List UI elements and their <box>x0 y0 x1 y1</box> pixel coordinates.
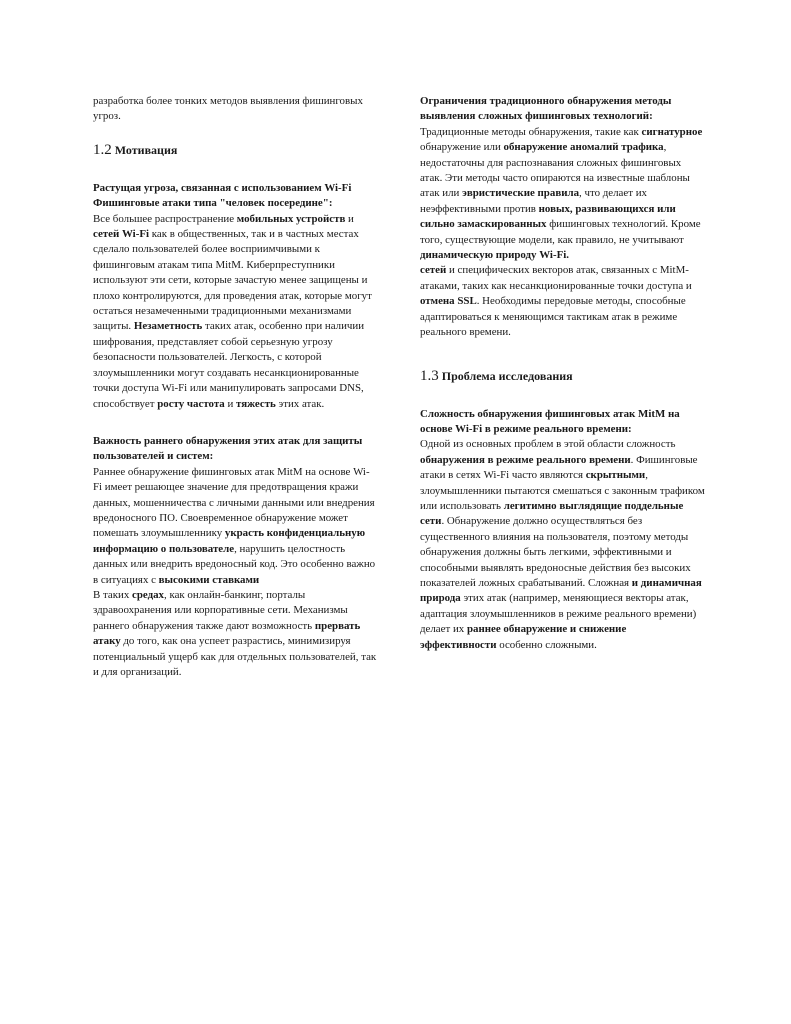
section-title: Мотивация <box>114 142 178 157</box>
subheading-traditional-limits: Ограничения традиционного обнаружения методы выявления сложных фишинговых технологий: <box>420 95 672 123</box>
paragraph-early-detection: Раннее обнаружение фишинговых атак MitM на основе Wi-Fi имеет решающее значение для предотвращения кражи данных, мошенничества с личными данными или внедрения вредоносного ПО. Своевременное обнаружение может помешать злоумышленнику украсть конфиденциальную информацию о пользователе, нарушить целостность данных или внедрить вредоносный код. Это особенно важно в ситуациях с высокими ставками В таких средах, как онлайн-банкинг, порталы здравоохранения или корпоративные сети. Механизмы раннего обнаружения также дают возможность прервать атаку до того, как она успеет разрастись, минимизируя потенциальный ущерб как для отдельных пользователей, так и для организаций. <box>93 465 377 678</box>
section-title: Проблема исследования <box>441 368 573 383</box>
section-1-3-heading <box>420 367 705 385</box>
section-number: 1.3 <box>420 367 439 384</box>
subheading-growing-threat: Растущая угроза, связанная с использованием Wi-Fi Фишинговые атаки типа "человек посередине": <box>93 181 352 210</box>
section-1-2-heading <box>93 141 378 159</box>
section-number: 1.2 <box>93 141 112 158</box>
subheading-realtime-difficulty: Сложность обнаружения фишинговых атак MitM на основе Wi-Fi в режиме реального времени: <box>420 407 680 435</box>
paragraph-growing-threat: Все большее распространение мобильных устройств и сетей Wi-Fi как в общественных, так и в частных местах сделало пользователей более восприимчивыми к фишинговым атакам типа MitM. Киберпреступники используют эти сети, которые зачастую менее защищены и плохо контролируются, для проведения атак, которые могут остаться незамеченными традиционными механизмами защиты. Незаметность таких атак, особенно при наличии шифрования, представляет собой серьезную угрозу безопасности пользователей. Легкость, с которой злоумышленники могут создавать несанкционированные точки доступа Wi-Fi или манипулировать запросами DNS, способствует росту частота и тяжесть этих атак. <box>93 212 372 410</box>
paragraph-traditional-limits: Традиционные методы обнаружения, такие как сигнатурное обнаружение или обнаружение аномалий трафика, недостаточны для распознавания сложных фишинговых атак. Эти методы часто опираются на известные шаблоны атак или эвристические правила, что делает их неэффективными против новых, развивающихся или сильно замаскированных фишинговых технологий. Кроме того, существующие модели, как правило, не учитывают динамическую природу Wi-Fi. сетей и специфических векторов атак, связанных с MitM-атаками, таких как несанкционированные точки доступа и отмена SSL. Необходимы передовые методы, способные адаптироваться к меняющимся тактикам атак в режиме реального времени. <box>420 125 703 339</box>
right-column <box>420 94 705 653</box>
subheading-early-detection: Важность раннего обнаружения этих атак для защиты пользователей и систем: <box>93 434 363 463</box>
left-column <box>93 94 378 680</box>
paragraph-realtime-difficulty: Одной из основных проблем в этой области сложность обнаружения в режиме реального времени. Фишинговые атаки в сетях Wi-Fi часто являются скрытными, злоумышленники пытаются смешаться с законным трафиком или использовать легитимно выглядящие поддельные сети. Обнаружение должно осуществляться без существенного влияния на пользователя, поэтому методы обнаружения должны быть легкими, эффективными и способными выявлять вредоносные действия без высоких показателей ложных срабатываний. Сложная и динамичная природа этих атак (например, меняющиеся векторы атак, адаптация злоумышленников в режиме реального времени) делает их раннее обнаружение и снижение эффективности особенно сложными. <box>420 438 705 651</box>
intro-paragraph: разработка более тонких методов выявления фишинговых угроз. <box>93 95 363 123</box>
